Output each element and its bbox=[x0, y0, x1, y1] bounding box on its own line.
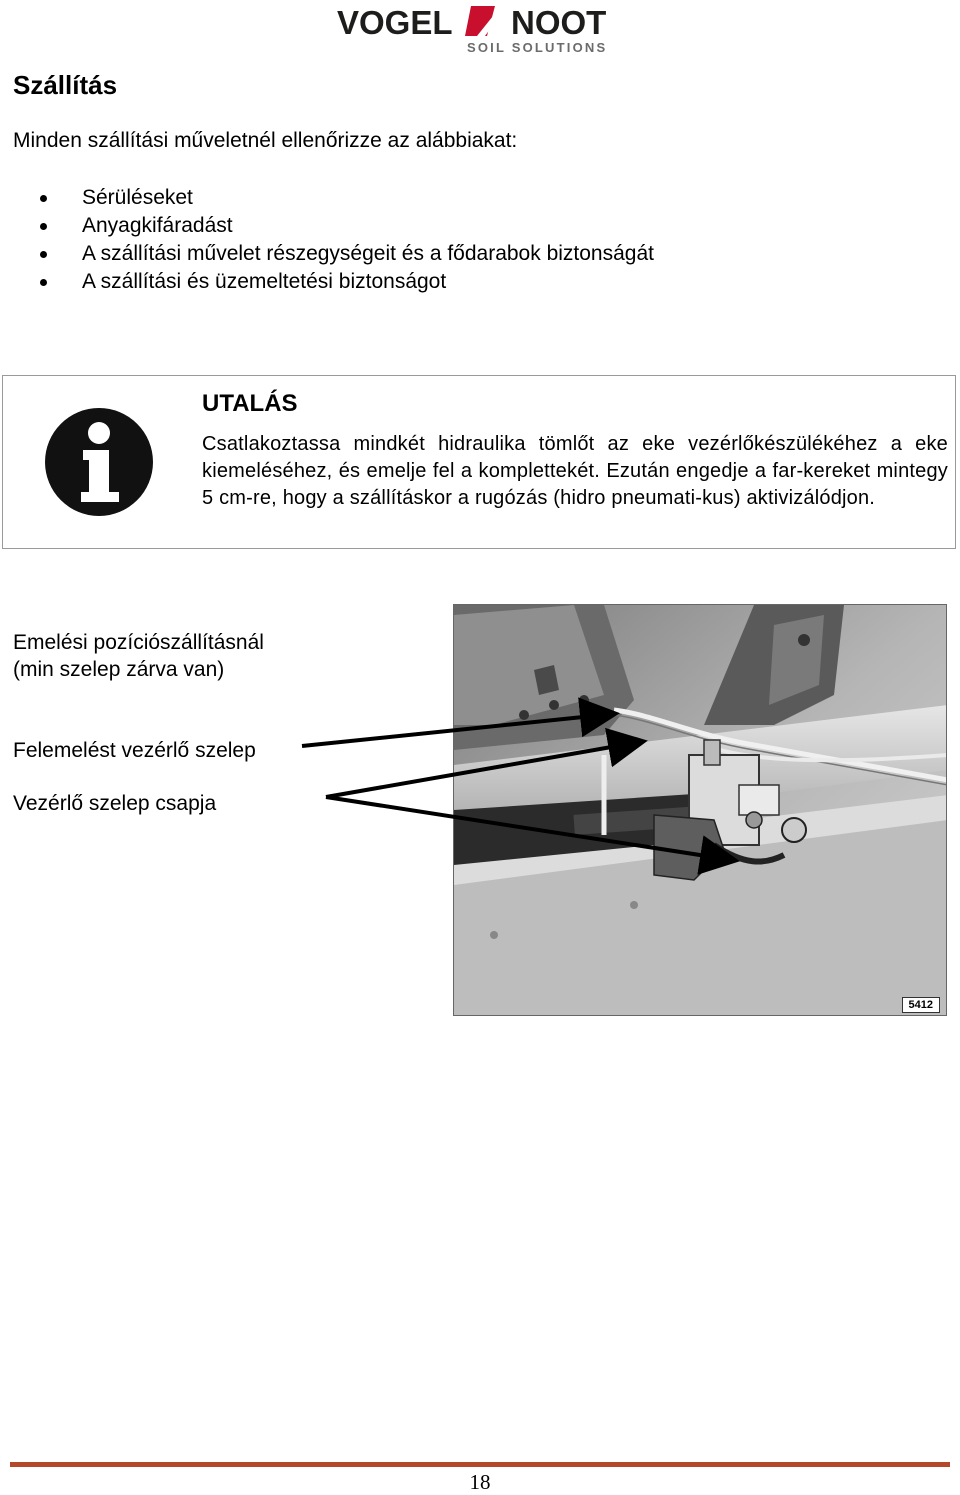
page-title: Szállítás bbox=[13, 70, 118, 100]
note-text: Csatlakoztassa mindkét hidraulika tömlőt az eke vezérlőkészülékéhez a eke kiemeléséhez, és emelje fel a komplettekét. Ezután engedje a far-kereket mintegy 5 cm-re, hogy a szállításkor a rugózás (hidro pneumati-kus) aktivizálódjon. bbox=[202, 433, 948, 509]
info-icon bbox=[43, 406, 155, 518]
note-heading: UTALÁS bbox=[202, 390, 298, 417]
brand-mark-icon bbox=[465, 6, 507, 36]
page-number: 18 bbox=[469, 1470, 491, 1494]
footer-rule bbox=[10, 1462, 950, 1467]
note-box bbox=[2, 375, 956, 549]
list-item: Anyagkifáradást bbox=[36, 212, 654, 240]
callout-valve-tap: Vezérlő szelep csapja bbox=[13, 792, 217, 815]
figure-caption-line-1: Emelési pozíciószállításnál bbox=[13, 631, 264, 654]
check-list bbox=[36, 184, 654, 296]
figure-caption-line-2: (min szelep zárva van) bbox=[13, 658, 225, 681]
brand-tagline: SOIL SOLUTIONS bbox=[467, 40, 608, 55]
brand-name-part2: NOOT bbox=[511, 4, 607, 41]
bullet-icon bbox=[40, 223, 47, 230]
list-item: Sérüléseket bbox=[36, 184, 654, 212]
brand-name-part1: VOGEL bbox=[337, 4, 453, 41]
intro-text: Minden szállítási műveletnél ellenőrizze az alábbiakat: bbox=[13, 129, 518, 152]
bullet-icon bbox=[40, 251, 47, 258]
callout-lift-valve: Felemelést vezérlő szelep bbox=[13, 739, 256, 762]
bullet-icon bbox=[40, 195, 47, 202]
brand-logo bbox=[335, 4, 625, 56]
photo-number: 5412 bbox=[902, 997, 940, 1013]
bullet-icon bbox=[40, 279, 47, 286]
valve-photo bbox=[453, 604, 947, 1016]
list-item: A szállítási művelet részegységeit és a fődarabok biztonságát bbox=[36, 240, 654, 268]
list-item: A szállítási és üzemeltetési biztonságot bbox=[36, 268, 654, 296]
